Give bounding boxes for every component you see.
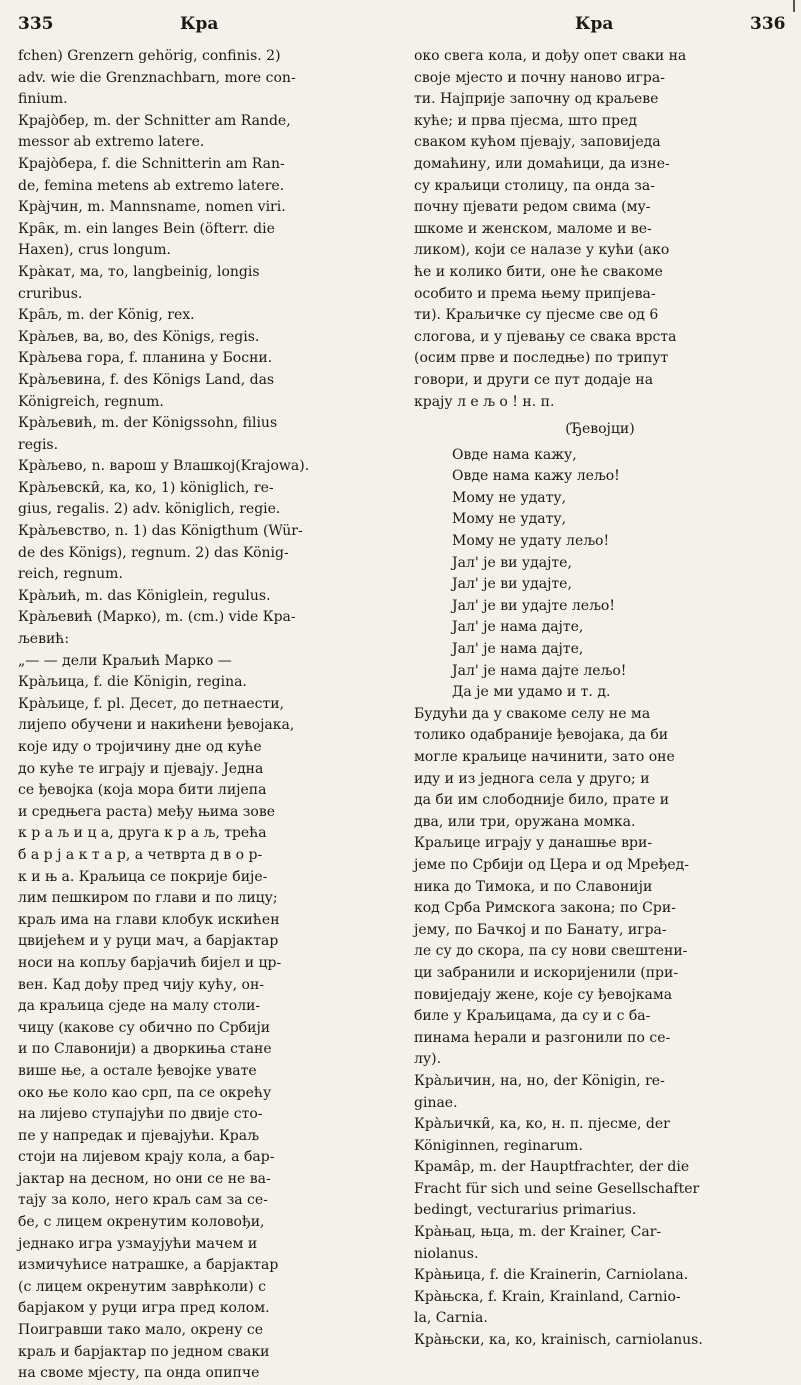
verse-line: Овде нама кажу лељо! — [452, 468, 620, 485]
text-line: Кра̀љево, n. варош у Влашкој(Krajowa). — [18, 458, 310, 475]
text-line: Кра̀љичин, на, но, der Königin, re- — [414, 1072, 665, 1089]
text-line: почну пјевати редом свима (му- — [414, 199, 651, 216]
text-line: су краљици столицу, па онда за- — [414, 177, 655, 194]
text-line: јему, по Бачкој и по Банату, игра- — [414, 921, 667, 938]
text-line: ликом), који се налазе у кући (ако — [414, 242, 670, 259]
text-line: de, femina metens ab extremo latere. — [18, 177, 285, 194]
text-line: цвијећем и у руци мач, а барјактар — [18, 933, 279, 950]
text-line: стоји на лијевом крају кола, а бар- — [18, 1149, 275, 1166]
text-line: лијепо обучени и накићени ђевојака, — [18, 717, 295, 734]
verse-line: Јал' је нама дајте, — [452, 619, 584, 636]
text-line: слогова, и у пјевању се свака врста — [414, 328, 677, 345]
text-line: gius, regalis. 2) adv. königlich, regie. — [18, 501, 281, 518]
text-line: краљ има на глави клобук искићен — [18, 911, 280, 928]
verse-line: Овде нама кажу, — [452, 446, 577, 463]
text-line: јактар на десном, но они се не ва- — [18, 1170, 271, 1187]
text-line: fchen) Grenzern gehörig, confinis. 2) — [18, 48, 281, 64]
verse-line: Јал' је ви удајте, — [452, 576, 572, 593]
text-line: Краљице играју у данашње ври- — [414, 835, 653, 852]
text-line: лу). — [414, 1051, 442, 1068]
poem — [414, 445, 786, 704]
text-line: Кра̀љевина, f. des Königs Land, das — [18, 371, 275, 388]
text-line: Кра̑к, m. ein langes Bein (öfterr. die — [18, 220, 275, 237]
text-line: Кра̑љ, m. der König, rex. — [18, 307, 195, 324]
text-line: куће; и прва пјесма, што пред — [414, 112, 637, 129]
text-line: Кра̀љице, f. pl. Десет, до петнаести, — [18, 695, 285, 712]
text-line: la, Carnia. — [414, 1310, 488, 1327]
text-line: крају л е љ о ! н. п. — [414, 393, 555, 410]
text-line: љевић: — [18, 631, 70, 648]
text-line: Будући да у свакоме селу не ма — [414, 705, 651, 722]
poem-title: (Ђевојци) — [565, 421, 635, 438]
text-line: cruribus. — [18, 285, 83, 302]
text-line: пинама ћерали и разгонили по се- — [414, 1029, 671, 1046]
text-line: Königreich, regnum. — [18, 393, 164, 410]
text-line: Königinnen, reginarum. — [414, 1137, 583, 1154]
text-line: једнако игра узмаујући мачем и — [18, 1235, 258, 1252]
right-paragraph-2 — [414, 704, 786, 1071]
text-line: до куће те играју и пјевају. Једна — [18, 760, 264, 777]
text-line: к р а љ и ц а, друга к р а љ, трећа — [18, 825, 267, 842]
text-line: Кра̀њац, њца, m. der Krainer, Car- — [414, 1224, 662, 1241]
text-line: више ње, а остале ђевојке увате — [18, 1062, 257, 1079]
text-line: особито и према њему припјева- — [414, 285, 656, 302]
verse-line: Јал' је ви удајте лељо! — [452, 597, 615, 614]
text-line: ginae. — [414, 1094, 458, 1111]
verse-line: Мому не удату, — [452, 489, 567, 506]
text-line: Крајо̀бер, m. der Schnitter am Rande, — [18, 112, 291, 129]
text-line: краљ и барјактар по једном сваки — [18, 1343, 270, 1360]
text-line: Кра̀љевић, m. der Königssohn, filius — [18, 415, 278, 432]
text-line: се ђевојка (која мора бити лијепа — [18, 782, 267, 799]
text-line: Кра̀јчин, m. Mannsname, nomen viri. — [18, 199, 286, 216]
text-line: (с лицем окренутим заврћколи) с — [18, 1278, 267, 1295]
text-line: ће и колико бити, оне ће свакоме — [414, 263, 663, 280]
text-line: шкоме и женском, маломе и ве- — [414, 220, 652, 237]
text-line: Haxen), crus longum. — [18, 242, 171, 259]
page-header — [0, 0, 801, 48]
text-line: чицу (какове су обично по Србији — [18, 1019, 271, 1036]
text-line: Кра̀кат, ма, то, langbeinig, longis — [18, 263, 260, 280]
page-number-left: 335 — [18, 14, 54, 34]
text-line: говори, и други се пут додаје на — [414, 371, 654, 388]
text-line: барјаком у руци игра пред колом. — [18, 1300, 270, 1317]
text-line: носи на копљу барјачић бијел и цр- — [18, 954, 282, 971]
right-column — [414, 46, 786, 1352]
text-line: Кра̀њски, ка, ко, krainisch, carniolanus. — [414, 1332, 703, 1349]
text-line: тају за коло, него краљ сам за се- — [18, 1192, 268, 1209]
text-line: Крајо̀бера, f. die Schnitterin am Ran- — [18, 155, 285, 172]
verse-line: Јал' је ви удајте, — [452, 554, 572, 571]
text-line: које иду о тројичину дне од куће — [18, 739, 262, 755]
text-line: сваком кућом пјевају, заповиједа — [414, 134, 661, 151]
verse-line: Јал' је нама дајте лељо! — [452, 662, 627, 679]
text-line: бе, с лицем окренутим коловођи, — [18, 1214, 265, 1231]
text-line: Кра̀љева гора, f. планина у Босни. — [18, 350, 273, 367]
text-line: Fracht für sich und seine Gesellschafter — [414, 1180, 700, 1197]
text-line: пе у напредак и пјевајући. Краљ — [18, 1127, 259, 1144]
text-line: Кра̀љевић (Марко), m. (cm.) vide Кра- — [18, 609, 296, 626]
text-line: de des Königs), regnum. 2) das König- — [18, 544, 289, 561]
text-line: да краљица сједе на малу столи- — [18, 998, 261, 1015]
text-line: код Срба Римскога закона; по Сри- — [414, 900, 676, 917]
text-line: messor ab extremo latere. — [18, 134, 205, 151]
text-line: своје мјесто и почну наново игра- — [414, 69, 665, 86]
text-line: могле краљице начинити, зато оне — [414, 749, 675, 765]
text-line: око свега кола, и дођу опет сваки на — [414, 48, 687, 64]
text-line: б а р ј а к т а р, а четврта д в о р- — [18, 846, 263, 863]
text-line: на своме мјесту, па онда опипче — [18, 1365, 260, 1382]
text-line: иду и из једнога села у друго; и — [414, 770, 650, 787]
text-line: толико одабраније ђевојака, да би — [414, 727, 669, 744]
running-headword-right: Кра — [575, 14, 614, 34]
text-line: измичућисе натрашке, а барјактар — [18, 1257, 279, 1274]
text-line: bedingt, vecturarius primarius. — [414, 1202, 637, 1219]
text-line: Кра̀љевство, n. 1) das Königthum (Wür- — [18, 523, 303, 540]
verse-line: Јал' је нама дајте, — [452, 641, 584, 658]
text-line: Кра̀љевски̑, ка, ко, 1) königlich, re- — [18, 479, 274, 496]
margin-mark — [793, 0, 795, 12]
text-line: reich, regnum. — [18, 566, 123, 583]
text-line: Крама̑р, m. der Hauptfrachter, der die — [414, 1159, 690, 1176]
text-line: Кра̀љић, m. das Königlein, regulus. — [18, 587, 271, 604]
text-line: Кра̀љички̑, ка, ко, н. п. пјесме, der — [414, 1116, 670, 1133]
text-line: niolanus. — [414, 1245, 479, 1262]
text-line: на лијево ступајући по двије сто- — [18, 1106, 263, 1123]
text-line: ника до Тимока, и по Славонији — [414, 878, 653, 895]
page-number-right: 336 — [750, 14, 786, 34]
text-line: и по Славонији) а дворкиња стане — [18, 1041, 272, 1058]
text-line: Кра̀љев, ва, во, des Königs, regis. — [18, 328, 260, 345]
text-line: повиједају жене, које су ђевојкама — [414, 986, 673, 1003]
verse-line: Да је ми удамо и т. д. — [452, 684, 611, 701]
verse-line: Мому не удату лељо! — [452, 533, 610, 550]
text-line: ти. Најприје започну од краљеве — [414, 91, 659, 108]
text-line: (осим прве и последње) по трипут — [414, 350, 669, 367]
text-line: Кра̀њица, f. die Krainerin, Carniolana. — [414, 1267, 689, 1284]
right-entries — [414, 1071, 786, 1352]
text-line: regis. — [18, 436, 59, 453]
text-line: ци забранили и искоријенили (при- — [414, 964, 679, 981]
text-line: Поигравши тако мало, окрену се — [18, 1322, 264, 1339]
text-line: да би им слободније било, прате и — [414, 792, 670, 809]
text-line: „— — дели Краљић Марко — — [18, 652, 232, 669]
text-line: ти). Краљичке су пјесме све од 6 — [414, 307, 659, 324]
running-headword-left: Кра — [180, 14, 219, 34]
text-line: ле су до скора, па су нови свештени- — [414, 943, 688, 960]
text-line: биле у Краљицама, да су и с ба- — [414, 1008, 651, 1025]
text-line: јеме по Србији од Цера и од Мређед- — [414, 856, 689, 873]
right-paragraph-1 — [414, 46, 786, 413]
text-line: adv. wie die Grenznachbarn, more con- — [18, 69, 296, 86]
verse-line: Мому не удату, — [452, 511, 567, 528]
text-line: два, или три, оружана момка. — [414, 813, 636, 830]
text-line: к и њ а. Краљица се покрије бије- — [18, 868, 268, 885]
text-line: Кра̀љица, f. die Königin, regina. — [18, 674, 247, 691]
text-line: и средњега раста) међу њима зове — [18, 803, 275, 820]
text-line: вен. Кад дођу пред чију кућу, он- — [18, 976, 265, 993]
left-column — [18, 46, 390, 1385]
text-line: домаћину, или домаћици, да изне- — [414, 155, 670, 172]
text-line: лим пешкиром по глави и по лицу; — [18, 890, 278, 907]
text-line: око ње коло као срп, па се окрећу — [18, 1084, 272, 1101]
text-line: Кра̀њска, f. Krain, Krainland, Carnio- — [414, 1288, 681, 1305]
text-line: finium. — [18, 91, 68, 108]
